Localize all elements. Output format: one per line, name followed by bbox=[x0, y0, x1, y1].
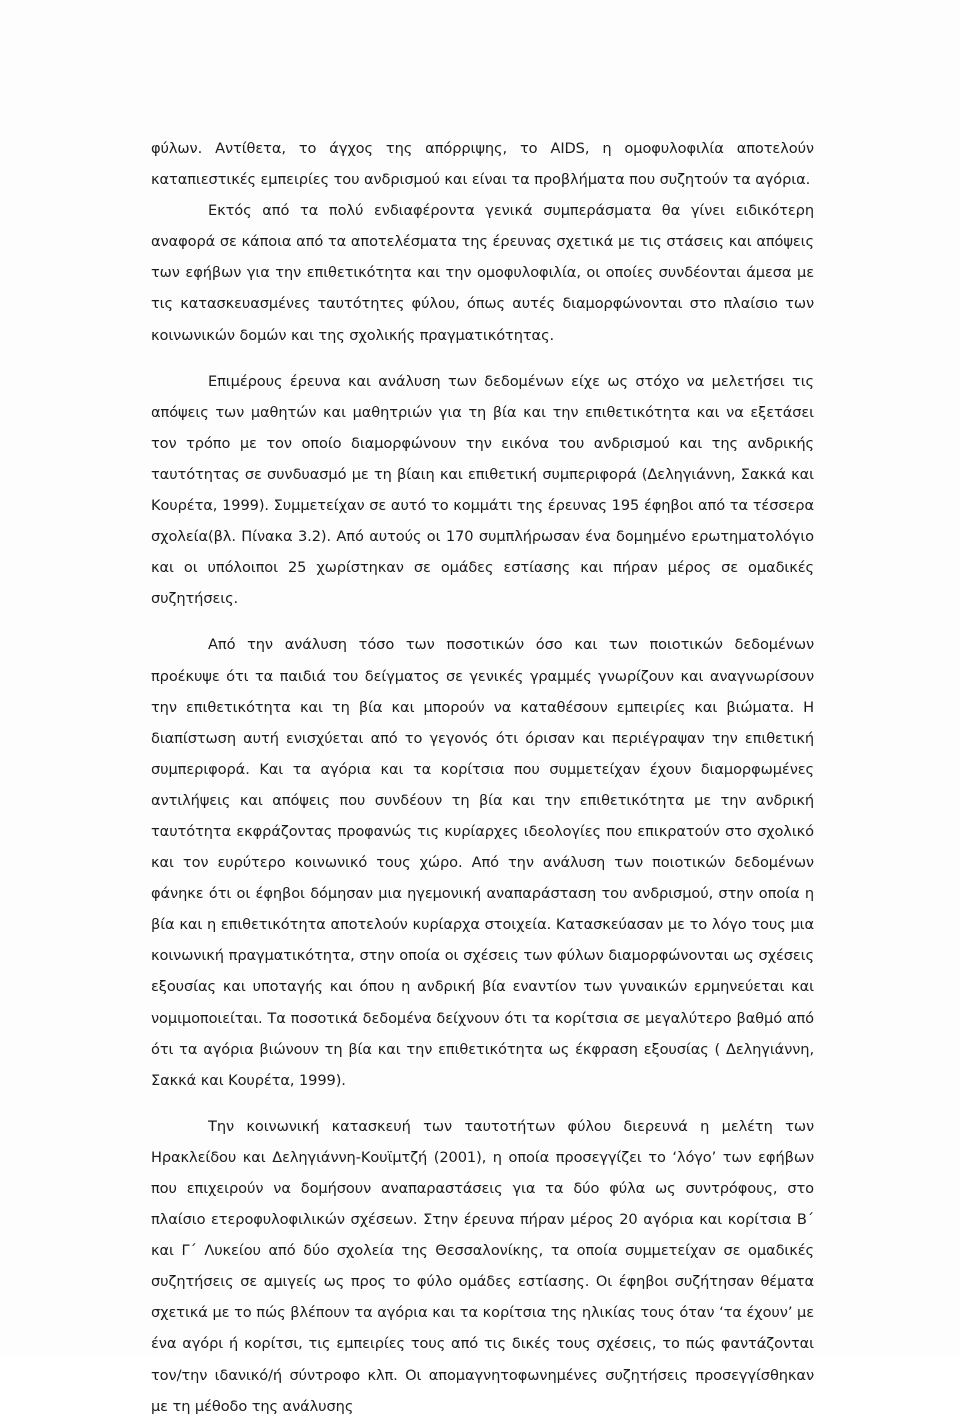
paragraph-4: Από την ανάλυση τόσο των ποσοτικών όσο και των ποιοτικών δεδομένων προέκυψε ότι τα παιδιά του δείγματος σε γενικές γραμμές γνωρίζουν και αναγνωρίσουν την επιθετικότητα και τη βία και μπορούν να καταθέσουν εμπειρίες και βιώματα. Η διαπίστωση αυτή ενισχύεται από το γεγονός ότι όρισαν και περιέγραψαν την επιθετική συμπεριφορά. Και τα αγόρια και τα κορίτσια που συμμετείχαν έχουν διαμορφωμένες αντιλήψεις και απόψεις που συνδέουν τη βία και την επιθετικότητα με την ανδρική ταυτότητα εκφράζοντας προφανώς τις κυρίαρχες ιδεολογίες που επικρατούν στο σχολικό και τον ευρύτερο κοινωνικό τους χώρο. Από την ανάλυση των ποιοτικών δεδομένων φάνηκε ότι οι έφηβοι δόμησαν μια ηγεμονική αναπαράσταση του ανδρισμού, στην οποία η βία και η επιθετικότητα αποτελούν κυρίαρχα στοιχεία. Κατασκεύασαν με το λόγο τους μια κοινωνική πραγματικότητα, στην οποία οι σχέσεις των φύλων διαμορφώνονται ως σχέσεις εξουσίας και υποταγής και όπου η ανδρική βία εναντίον των γυναικών ερμηνεύεται και νομιμοποιείται. Τα ποσοτικά δεδομένα δείχνουν ότι τα κορίτσια σε μεγαλύτερο βαθμό από ότι τα αγόρια βιώνουν τη βία και την επιθετικότητα ως έκφραση εξουσίας ( Δεληγιάννη, Σακκά και Κουρέτα, 1999). bbox=[151, 636, 814, 1089]
paragraph-3: Επιμέρους έρευνα και ανάλυση των δεδομένων είχε ως στόχο να μελετήσει τις απόψεις των μαθητών και μαθητριών για τη βία και την επιθετικότητα και να εξετάσει τον τρόπο με τον οποίο διαμορφώνουν την εικόνα του ανδρισμού και της ανδρικής ταυτότητας σε συνδυασμό με τη βίαιη και επιθετική συμπεριφορά (Δεληγιάννη, Σακκά και Κουρέτα, 1999). Συμμετείχαν σε αυτό το κομμάτι της έρευνας 195 έφηβοι από τα τέσσερα σχολεία(βλ. Πίνακα 3.2). Από αυτούς οι 170 συμπλήρωσαν ένα δομημένο ερωτηματολόγιο και οι υπόλοιποι 25 χωρίστηκαν σε ομάδες εστίασης και πήραν μέρος σε ομαδικές συζητήσεις. bbox=[151, 372, 814, 608]
paragraph-2: Εκτός από τα πολύ ενδιαφέροντα γενικά συμπεράσματα θα γίνει ειδικότερη αναφορά σε κάποια από τα αποτελέσματα της έρευνας σχετικά με τις στάσεις και απόψεις των εφήβων για την επιθετικότητα και την ομοφυλοφιλία, οι οποίες συνδέονται άμεσα με τις κατασκευασμένες ταυτότητες φύλου, όπως αυτές διαμορφώνονται στο πλαίσιο των κοινωνικών δομών και της σχολικής πραγματικότητας. bbox=[151, 202, 814, 344]
body-text bbox=[151, 133, 814, 1422]
paragraph-1: φύλων. Αντίθετα, το άγχος της απόρριψης, το AIDS, η ομοφυλοφιλία αποτελούν καταπιεστικές εμπειρίες του ανδρισμού και είναι τα προβλήματα που συζητούν τα αγόρια. bbox=[151, 140, 814, 189]
paragraph-5: Την κοινωνική κατασκευή των ταυτοτήτων φύλου διερευνά η μελέτη των Ηρακλείδου και Δεληγιάννη-Κουϊμτζή (2001), η οποία προσεγγίζει το ‘λόγο’ των εφήβων που επιχειρούν να δομήσουν αναπαραστάσεις για τα δύο φύλα ως συντρόφους, στο πλαίσιο ετεροφυλοφιλικών σχέσεων. Στην έρευνα πήραν μέρος 20 αγόρια και κορίτσια Β΄ και Γ΄ Λυκείου από δύο σχολεία της Θεσσαλονίκης, τα οποία συμμετείχαν σε ομαδικές συζητήσεις σε αμιγείς ως προς το φύλο ομάδες εστίασης. Οι έφηβοι συζήτησαν θέματα σχετικά με το πώς βλέπουν τα αγόρια και τα κορίτσια της ηλικίας τους όταν ‘τα έχουν’ με ένα αγόρι ή κορίτσι, τις εμπειρίες τους από τις δικές τους σχέσεις, το πώς φαντάζονται τον/την ιδανικό/ή σύντροφο κλπ. Οι απομαγνητοφωνημένες συζητήσεις προσεγγίσθηκαν με τη μέθοδο της ανάλυσης bbox=[151, 1117, 814, 1415]
